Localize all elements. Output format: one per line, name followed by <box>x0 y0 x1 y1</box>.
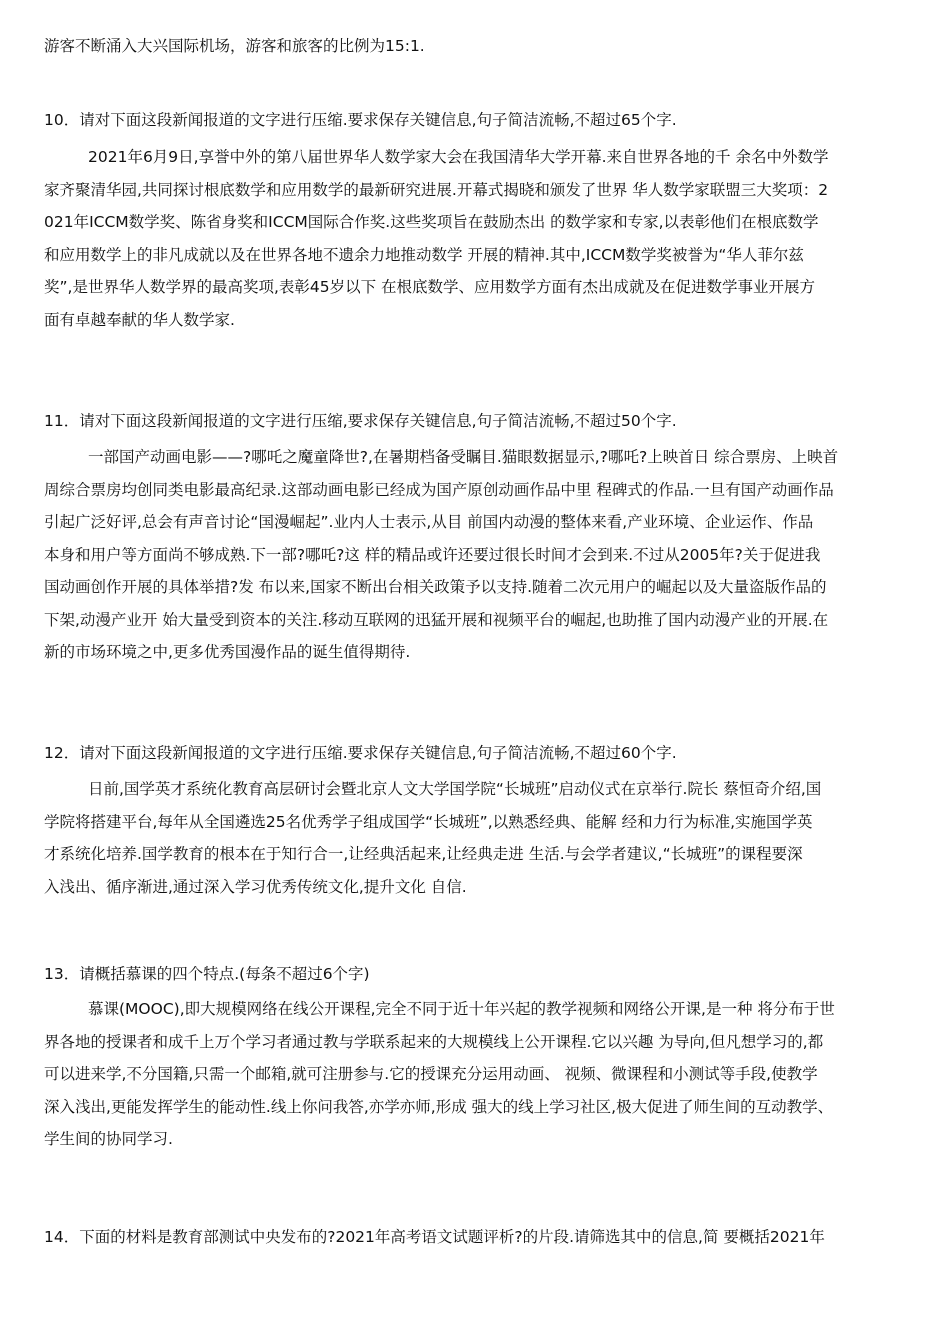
passage-line: 家齐聚清华园,共同探讨根底数学和应用数学的最新研究进展.开幕式揭晓和颁发了世界 华人数学家联盟三大奖项：2 <box>44 180 829 199</box>
passage-line: 学生间的协同学习. <box>44 1130 173 1148</box>
passage-line: 本身和用户等方面尚不够成熟.下一部?哪吒?这 样的精品或许还要过很长时间才会到来.不过从2005年?关于促进我 <box>44 545 821 564</box>
passage-line: 一部国产动画电影——?哪吒之魔童降世?,在暑期档备受瞩目.猫眼数据显示,?哪吒?上映首日 综合票房、上映首 <box>88 448 839 466</box>
passage-line: 国动画创作开展的具体举措?发 布以来,国家不断出台相关政策予以支持.随着二次元用户的崛起以及大量盗版作品的 <box>44 578 827 596</box>
passage-line: 和应用数学上的非凡成就以及在世界各地不遗余力地推动数学 开展的精神.其中,ICCM数学奖被誉为“华人菲尔兹 <box>44 245 804 264</box>
passage-line: 2021年6月9日,享誉中外的第八届世界华人数学家大会在我国清华大学开幕.来自世界各地的千 余名中外数学 <box>88 148 829 166</box>
passage-line: 021年ICCM数学奖、陈省身奖和ICCM国际合作奖.这些奖项旨在鼓励杰出 的数学家和专家,以表彰他们在根底数学 <box>44 213 819 231</box>
question-14: 14．下面的材料是教育部测试中央发布的?2021年高考语文试题评析?的片段.请筛选其中的信息,简 要概括2021年 <box>44 1228 825 1246</box>
question-13: 13．请概括慕课的四个特点.(每条不超过6个字) <box>44 965 370 983</box>
passage-line: 学院将搭建平台,每年从全国遴选25名优秀学子组成国学“长城班”,以熟悉经典、能解 经和力行为标准,实施国学英 <box>44 812 813 831</box>
question-12: 12．请对下面这段新闻报道的文字进行压缩.要求保存关键信息,句子简洁流畅,不超过60个字. <box>44 744 677 762</box>
passage-line: 新的市场环境之中,更多优秀国漫作品的诞生值得期待. <box>44 643 411 661</box>
question-10: 10．请对下面这段新闻报道的文字进行压缩.要求保存关键信息,句子简洁流畅,不超过65个字. <box>44 111 677 129</box>
passage-line: 周综合票房均创同类电影最高纪录.这部动画电影已经成为国产原创动画作品中里 程碑式的作品.一旦有国产动画作品 <box>44 480 834 499</box>
passage-line: 入浅出、循序渐进,通过深入学习优秀传统文化,提升文化 自信. <box>44 877 467 896</box>
question-11: 11．请对下面这段新闻报道的文字进行压缩,要求保存关键信息,句子简洁流畅,不超过50个字. <box>44 412 677 430</box>
passage-line: 深入浅出,更能发挥学生的能动性.线上你问我答,亦学亦师,形成 强大的线上学习社区,极大促进了师生间的互动教学、 <box>44 1097 834 1116</box>
passage-line: 可以进来学,不分国籍,只需一个邮箱,就可注册参与.它的授课充分运用动画、 视频、微课程和小测试等手段,使教学 <box>44 1065 818 1083</box>
passage-line: 面有卓越奉献的华人数学家. <box>44 310 235 329</box>
passage-10 <box>44 141 924 336</box>
passage-line: 引起广泛好评,总会有声音讨论“国漫崛起”.业内人士表示,从目 前国内动漫的整体来看,产业环境、企业运作、作品 <box>44 513 814 531</box>
passage-line: 下架,动漫产业开 始大量受到资本的关注.移动互联网的迅猛开展和视频平台的崛起,也助推了国内动漫产业的开展.在 <box>44 610 829 629</box>
passage-line: 奖”,是世界华人数学界的最高奖项,表彰45岁以下 在根底数学、应用数学方面有杰出成就及在促进数学事业开展方 <box>44 278 816 296</box>
passage-line: 才系统化培养.国学教育的根本在于知行合一,让经典活起来,让经典走进 生活.与会学者建议,“长城班”的课程要深 <box>44 845 803 863</box>
passage-13 <box>44 993 924 1156</box>
text-line-continuation: 游客不断涌入大兴国际机场，游客和旅客的比例为15:1. <box>44 37 425 55</box>
passage-11 <box>44 441 924 669</box>
passage-line: 界各地的授课者和成千上万个学习者通过教与学联系起来的大规模线上公开课程.它以兴趣 为导向,但凡想学习的,都 <box>44 1032 824 1051</box>
passage-line: 日前,国学英才系统化教育高层研讨会暨北京人文大学国学院“长城班”启动仪式在京举行.院长 蔡恒奇介绍,国 <box>88 780 822 798</box>
passage-line: 慕课(MOOC),即大规模网络在线公开课程,完全不同于近十年兴起的教学视频和网络公开课,是一种 将分布于世 <box>88 1000 835 1018</box>
passage-12 <box>44 773 924 903</box>
